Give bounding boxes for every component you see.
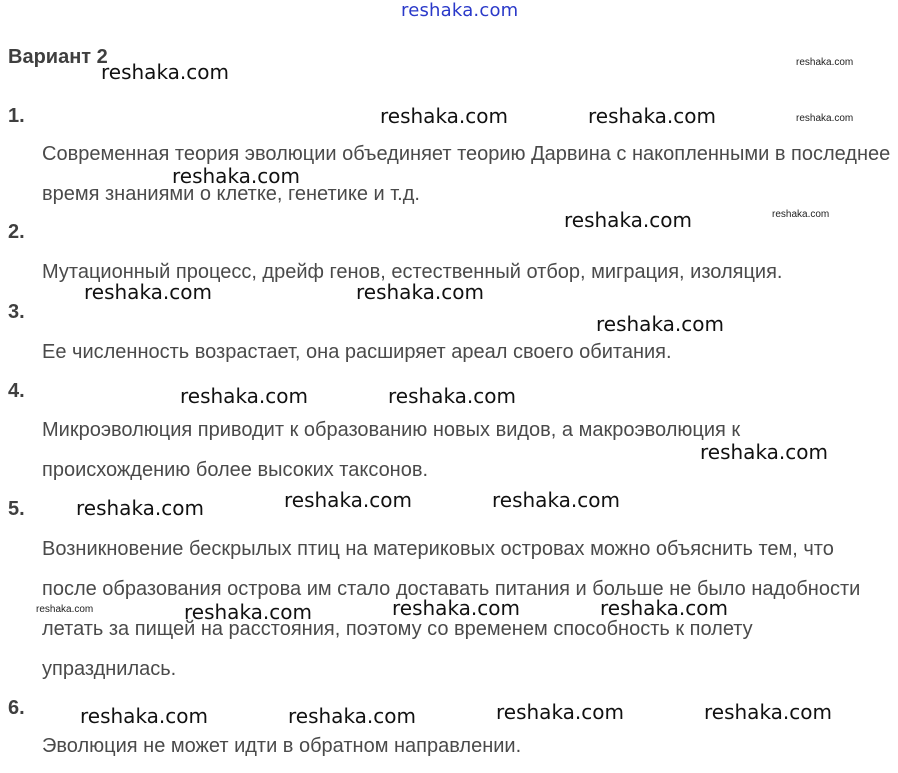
- answer-1: Современная теория эволюции объединяет теорию Дарвина с накопленными в последнее время знаниями о клетке, генетике и т.д.: [42, 143, 891, 205]
- watermark: reshaka.com: [101, 60, 229, 84]
- watermark: reshaka.com: [700, 440, 828, 464]
- answer-4: Микроэволюция приводит к образованию новых видов, а макроэволюция к происхождению более высоких таксонов.: [42, 419, 741, 481]
- watermark: reshaka.com: [380, 104, 508, 128]
- question-number-1: 1.: [8, 105, 25, 127]
- question-number-6: 6.: [8, 697, 25, 719]
- watermark: reshaka.com: [288, 704, 416, 728]
- site-header-watermark: reshaka.com: [401, 0, 519, 21]
- watermark: reshaka.com: [496, 700, 624, 724]
- answer-3: Ее численность возрастает, она расширяет ареал своего обитания.: [42, 341, 672, 363]
- watermark: reshaka.com: [180, 384, 308, 408]
- watermark: reshaka.com: [600, 596, 728, 620]
- watermark: reshaka.com: [796, 113, 854, 124]
- watermark: reshaka.com: [284, 488, 412, 512]
- watermark: reshaka.com: [388, 384, 516, 408]
- watermark: reshaka.com: [84, 280, 212, 304]
- question-number-5: 5.: [8, 498, 25, 520]
- watermark: reshaka.com: [596, 312, 724, 336]
- question-number-3: 3.: [8, 301, 25, 323]
- watermark: reshaka.com: [76, 496, 204, 520]
- watermark: reshaka.com: [80, 704, 208, 728]
- watermark: reshaka.com: [492, 488, 620, 512]
- watermark: reshaka.com: [588, 104, 716, 128]
- answer-6: Эволюция не может идти в обратном направлении.: [42, 735, 522, 757]
- watermark: reshaka.com: [796, 57, 854, 68]
- page-title: Вариант 2: [8, 46, 108, 68]
- watermark: reshaka.com: [392, 596, 520, 620]
- question-number-4: 4.: [8, 380, 25, 402]
- answer-5: Возникновение бескрылых птиц на материковых островах можно объяснить тем, что после образования острова им стало доставать питания и больше не было надобности летать за пищей на расстояния, поэтому со временем способность к полету упразднилась.: [42, 538, 861, 680]
- watermark: reshaka.com: [184, 600, 312, 624]
- question-number-2: 2.: [8, 221, 25, 243]
- watermark: reshaka.com: [356, 280, 484, 304]
- watermark: reshaka.com: [172, 164, 300, 188]
- watermark: reshaka.com: [772, 209, 830, 220]
- watermark: reshaka.com: [564, 208, 692, 232]
- answer-2: Мутационный процесс, дрейф генов, естественный отбор, миграция, изоляция.: [42, 261, 783, 283]
- watermark: reshaka.com: [704, 700, 832, 724]
- watermark: reshaka.com: [36, 604, 94, 615]
